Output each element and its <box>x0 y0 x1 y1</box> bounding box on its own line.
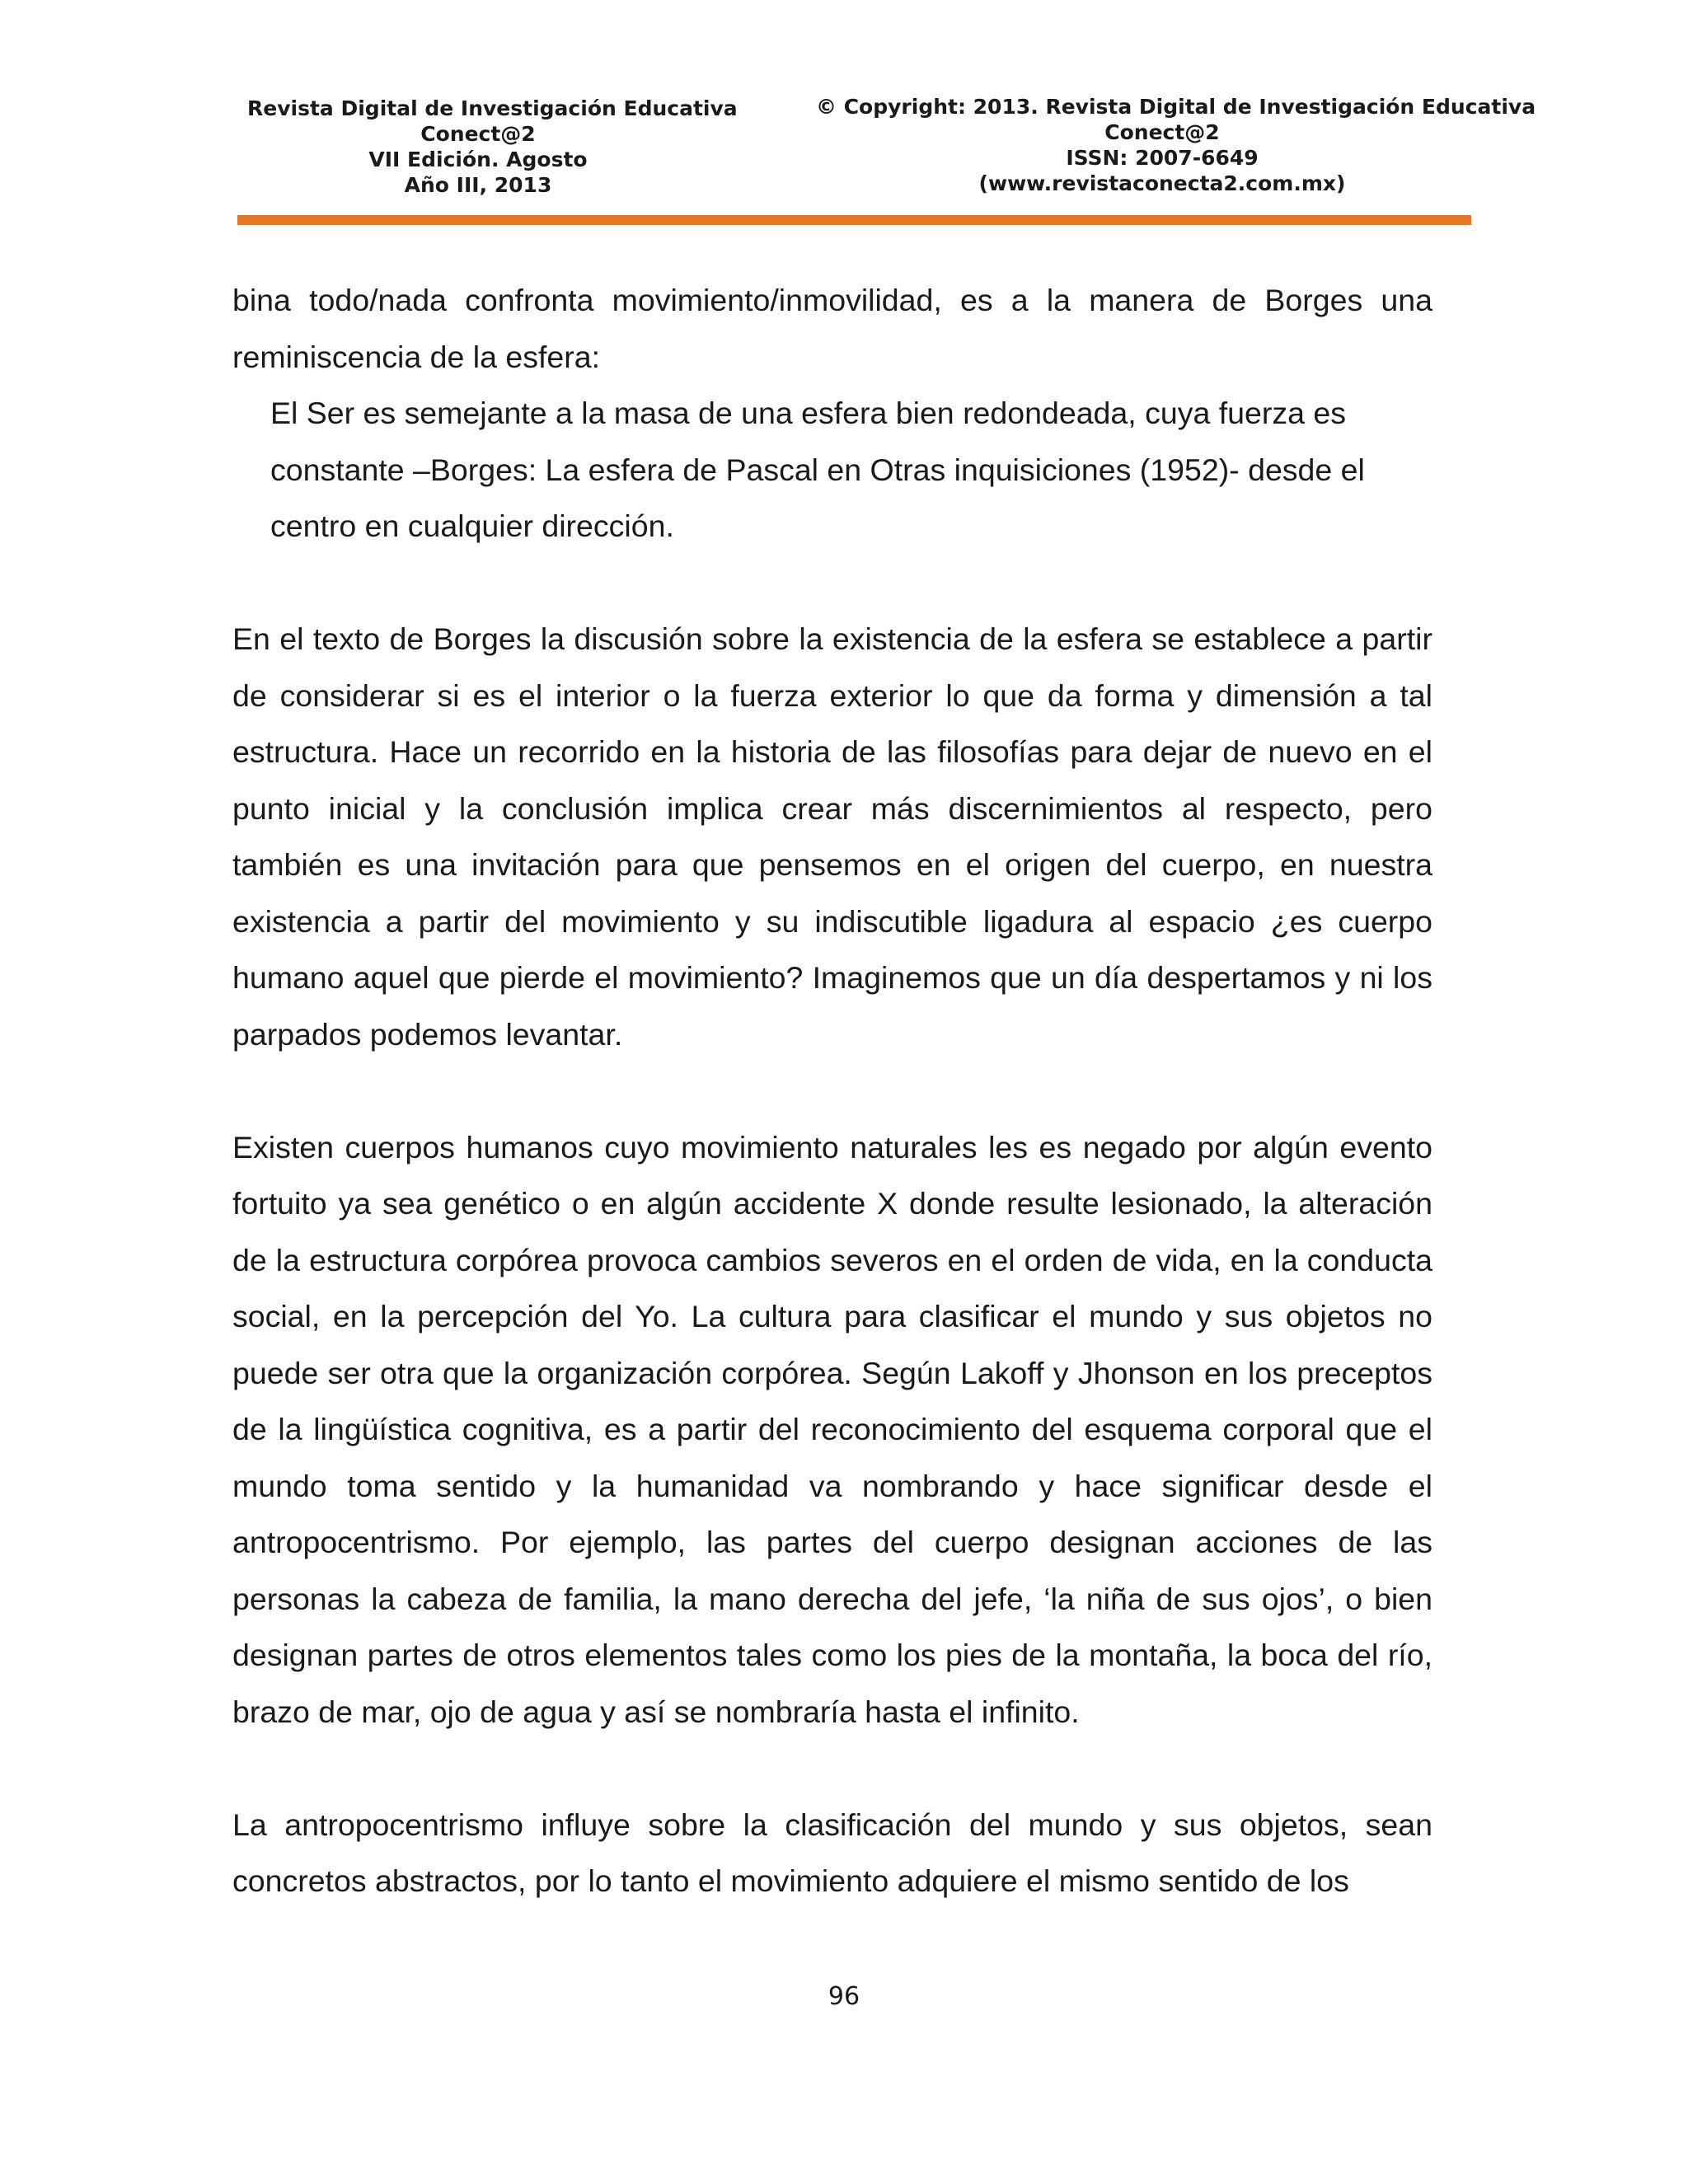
paragraph-human-bodies: Existen cuerpos humanos cuyo movimiento naturales les es negado por algún evento fortuito ya sea genético o en algún accidente X donde resulte lesionado, la alteración de la estructura corpórea provoca cambios severos en el orden de vida, en la conducta social, en la percepción del Yo. La cultura para clasificar el mundo y sus objetos no puede ser otra que la organización corpórea. Según Lakoff y Jhonson en los preceptos de la lingüística cognitiva, es a partir del reconocimiento del esquema corporal que el mundo toma sentido y la humanidad va nombrando y hace significar desde el antropocentrismo. Por ejemplo, las partes del cuerpo designan acciones de las personas la cabeza de familia, la mano derecha del jefe, ‘la niña de sus ojos’, o bien designan partes de otros elementos tales como los pies de la montaña, la boca del río, brazo de mar, ojo de agua y así se nombraría hasta el infinito. <box>232 1129 1432 1729</box>
journal-website: (www.revistaconecta2.com.mx) <box>978 171 1346 195</box>
journal-year: Año III, 2013 <box>404 173 552 197</box>
article-body <box>232 272 1432 1910</box>
journal-edition: VII Edición. Agosto <box>368 148 588 171</box>
journal-name: Conect@2 <box>420 122 536 146</box>
copyright-notice: © Copyright: 2013. Revista Digital de Investigación Educativa <box>816 95 1536 119</box>
journal-header-right <box>816 94 1536 196</box>
paragraph-anthropocentrism: La antropocentrismo influye sobre la clasificación del mundo y sus objetos, sean concretos abstractos, por lo tanto el movimiento adquiere el mismo sentido de los <box>232 1807 1432 1898</box>
page-number: 96 <box>828 1982 860 2011</box>
block-quote: El Ser es semejante a la masa de una esfera bien redondeada, cuya fuerza es constante –Borges: La esfera de Pascal en Otras inquisiciones (1952)- desde el centro en cualquier dirección. <box>270 396 1365 543</box>
paragraph-borges-sphere: En el texto de Borges la discusión sobre la existencia de la esfera se establece a partir de considerar si es el interior o la fuerza exterior lo que da forma y dimensión a tal estructura. Hace un recorrido en la historia de las filosofías para dejar de nuevo en el punto inicial y la conclusión implica crear más discernimientos al respecto, pero también es una invitación para que pensemos en el origen del cuerpo, en nuestra existencia a partir del movimiento y su indiscutible ligadura al espacio ¿es cuerpo humano aquel que pierde el movimiento? Imaginemos que un día despertamos y ni los parpados podemos levantar. <box>232 621 1432 1052</box>
journal-header-left <box>247 96 738 198</box>
journal-title: Revista Digital de Investigación Educativa <box>247 96 738 120</box>
copyright-journal-name: Conect@2 <box>1104 120 1220 144</box>
intro-paragraph: bina todo/nada confronta movimiento/inmovilidad, es a la manera de Borges una reminiscencia de la esfera: <box>232 283 1432 374</box>
issn-number: ISSN: 2007-6649 <box>1066 146 1259 170</box>
header-divider <box>237 215 1471 225</box>
